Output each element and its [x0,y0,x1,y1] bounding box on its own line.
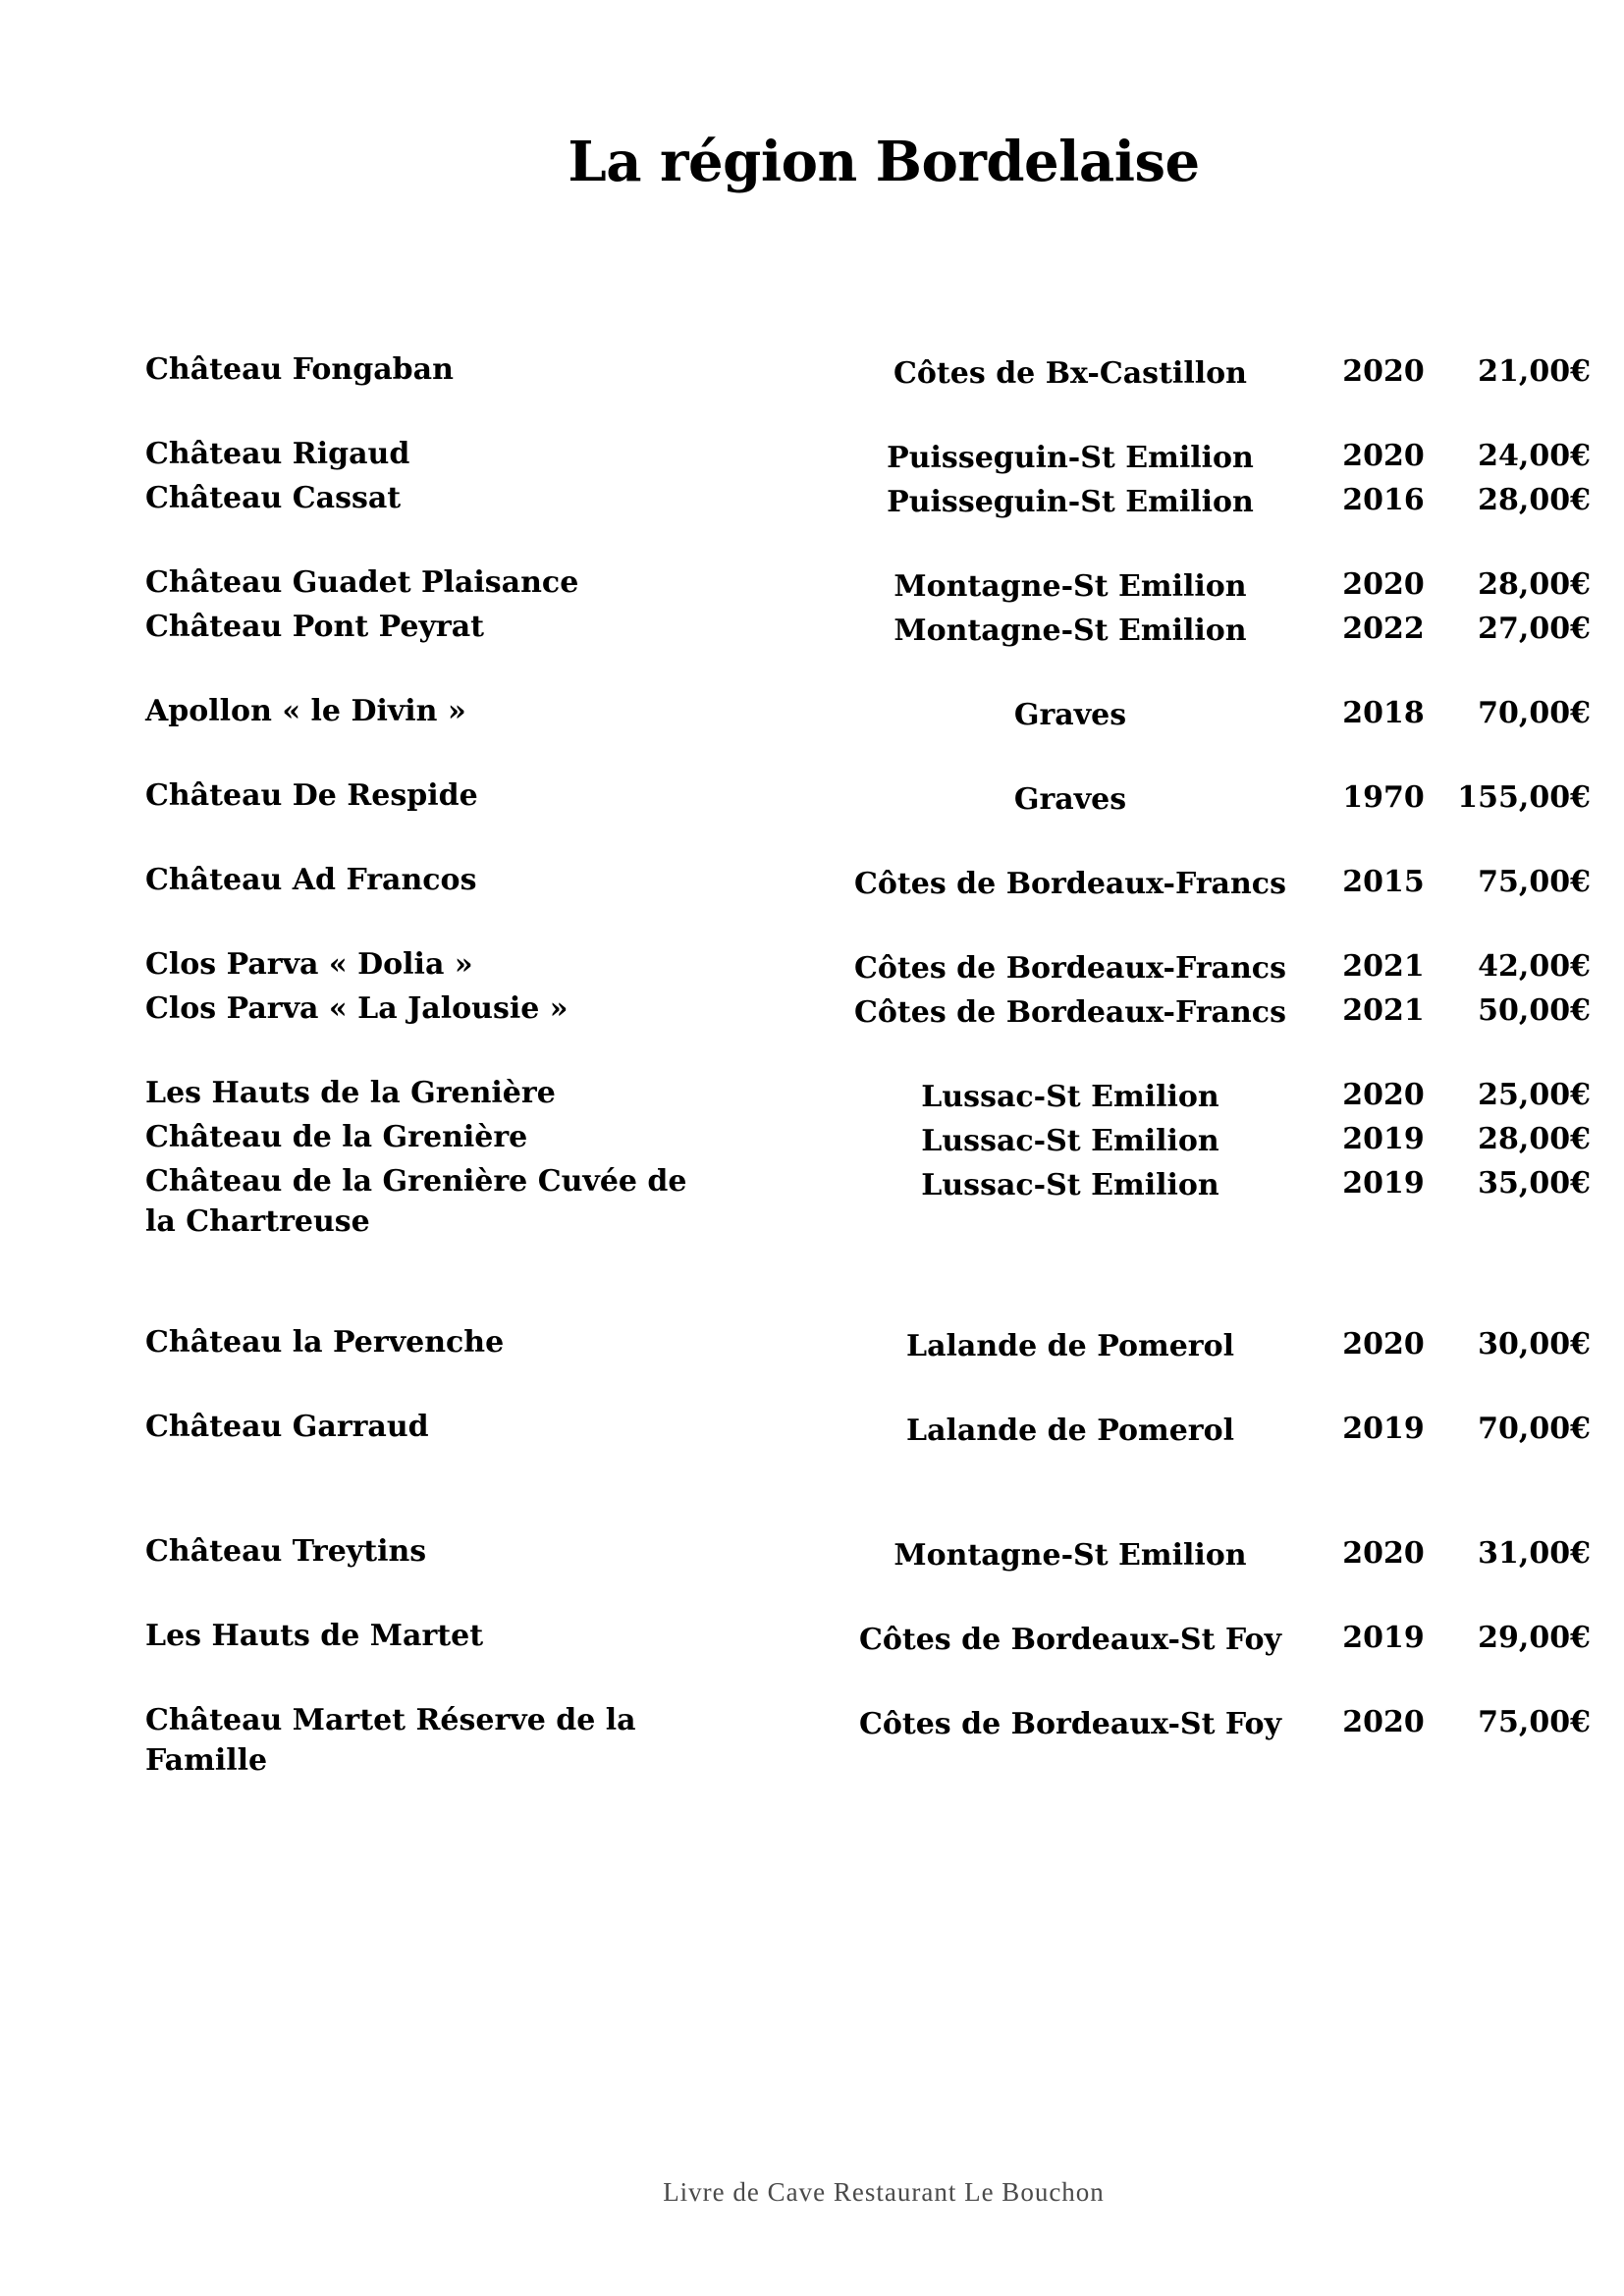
wine-row [145,478,1591,522]
wine-name: Château Treytins [145,1534,427,1569]
wine-appellation: Côtes de Bordeaux-Francs [854,867,1286,901]
wine-row [145,944,1591,988]
wine-name: Clos Parva « Dolia » [145,947,473,982]
wine-appellation: Côtes de Bordeaux-Francs [854,951,1286,986]
wine-vintage: 2016 [1342,483,1425,517]
wine-appellation: Lussac-St Emilion [921,1124,1219,1158]
wine-vintage: 2020 [1342,1327,1425,1362]
wine-vintage: 2019 [1342,1122,1425,1156]
wine-name: Château Ad Francos [145,863,477,897]
wine-group [145,562,1591,651]
wine-row [145,775,1591,820]
wine-vintage: 2022 [1342,612,1425,646]
wine-vintage: 2021 [1342,993,1425,1028]
wine-row [145,1616,1591,1660]
wine-price: 70,00€ [1478,696,1591,730]
wine-appellation: Lussac-St Emilion [921,1168,1219,1202]
page-title: La région Bordelaise [568,130,1200,194]
wine-name: Château Rigaud [145,437,410,471]
wine-appellation: Puisseguin-St Emilion [887,441,1254,475]
wine-appellation: Côtes de Bx-Castillon [893,356,1247,391]
wine-name: Clos Parva « La Jalousie » [145,991,568,1026]
wine-group [145,1322,1591,1366]
wine-vintage: 2020 [1342,1705,1425,1739]
wine-name: Château Pont Peyrat [145,610,485,644]
wine-vintage: 2015 [1342,865,1425,899]
wine-price: 155,00€ [1457,780,1591,815]
wine-vintage: 2021 [1342,949,1425,984]
wine-row [145,607,1591,651]
wine-name: Les Hauts de Martet [145,1619,484,1653]
wine-group [145,349,1591,394]
wine-vintage: 2019 [1342,1166,1425,1201]
wine-vintage: 2020 [1342,439,1425,473]
wine-group [145,691,1591,735]
wine-group [145,775,1591,820]
wine-row [145,434,1591,478]
wine-price: 70,00€ [1478,1412,1591,1446]
wine-row [145,1407,1591,1451]
wine-appellation: Montagne-St Emilion [893,569,1247,604]
wine-appellation: Graves [1013,698,1127,732]
wine-price: 35,00€ [1478,1166,1591,1201]
wine-price: 31,00€ [1478,1536,1591,1571]
wine-row [145,562,1591,607]
wine-price: 24,00€ [1478,439,1591,473]
wine-list [145,349,1591,1821]
wine-vintage: 2018 [1342,696,1425,730]
wine-row [145,1073,1591,1117]
wine-row [145,1117,1591,1161]
wine-price: 28,00€ [1478,567,1591,602]
wine-price: 28,00€ [1478,483,1591,517]
wine-name: Château la Pervenche [145,1325,505,1360]
wine-name: Château Guadet Plaisance [145,565,579,600]
page-footer: Livre de Cave Restaurant Le Bouchon [663,2177,1105,2207]
wine-group [145,1700,1591,1781]
wine-price: 29,00€ [1478,1621,1591,1655]
wine-vintage: 2020 [1342,354,1425,389]
wine-name: Château Cassat [145,481,402,515]
wine-group [145,1407,1591,1451]
wine-appellation: Montagne-St Emilion [893,1538,1247,1573]
wine-appellation: Lalande de Pomerol [906,1329,1234,1363]
wine-name: Château Martet Réserve de la Famille [145,1703,636,1778]
wine-price: 75,00€ [1478,1705,1591,1739]
wine-appellation: Côtes de Bordeaux-St Foy [858,1707,1282,1741]
wine-vintage: 2019 [1342,1621,1425,1655]
wine-group [145,1073,1591,1242]
wine-row [145,1531,1591,1575]
wine-price: 21,00€ [1478,354,1591,389]
wine-vintage: 2020 [1342,1536,1425,1571]
wine-price: 28,00€ [1478,1122,1591,1156]
wine-appellation: Graves [1013,782,1127,817]
wine-appellation: Lalande de Pomerol [906,1414,1234,1448]
wine-price: 25,00€ [1478,1078,1591,1112]
wine-name: Château de la Grenière Cuvée de la Chartreuse [145,1164,687,1239]
wine-price: 75,00€ [1478,865,1591,899]
wine-name: Château De Respide [145,778,478,813]
wine-vintage: 2020 [1342,1078,1425,1112]
wine-name: Château Garraud [145,1410,429,1444]
wine-group [145,1531,1591,1575]
wine-name: Apollon « le Divin » [145,694,466,728]
wine-group [145,434,1591,522]
wine-row [145,860,1591,904]
wine-price: 30,00€ [1478,1327,1591,1362]
wine-row [145,1161,1591,1242]
wine-group [145,1616,1591,1660]
wine-row [145,1700,1591,1781]
wine-name: Château Fongaban [145,352,454,387]
wine-vintage: 2019 [1342,1412,1425,1446]
wine-appellation: Côtes de Bordeaux-St Foy [858,1623,1282,1657]
wine-appellation: Montagne-St Emilion [893,614,1247,648]
wine-price: 42,00€ [1478,949,1591,984]
wine-row [145,691,1591,735]
wine-vintage: 2020 [1342,567,1425,602]
wine-name: Les Hauts de la Grenière [145,1076,556,1110]
wine-vintage: 1970 [1342,780,1425,815]
wine-row [145,1322,1591,1366]
wine-row [145,988,1591,1033]
wine-appellation: Puisseguin-St Emilion [887,485,1254,519]
wine-price: 27,00€ [1478,612,1591,646]
wine-group [145,944,1591,1033]
wine-appellation: Lussac-St Emilion [921,1080,1219,1114]
wine-name: Château de la Grenière [145,1120,528,1154]
wine-row [145,349,1591,394]
wine-group [145,860,1591,904]
wine-price: 50,00€ [1478,993,1591,1028]
wine-appellation: Côtes de Bordeaux-Francs [854,995,1286,1030]
